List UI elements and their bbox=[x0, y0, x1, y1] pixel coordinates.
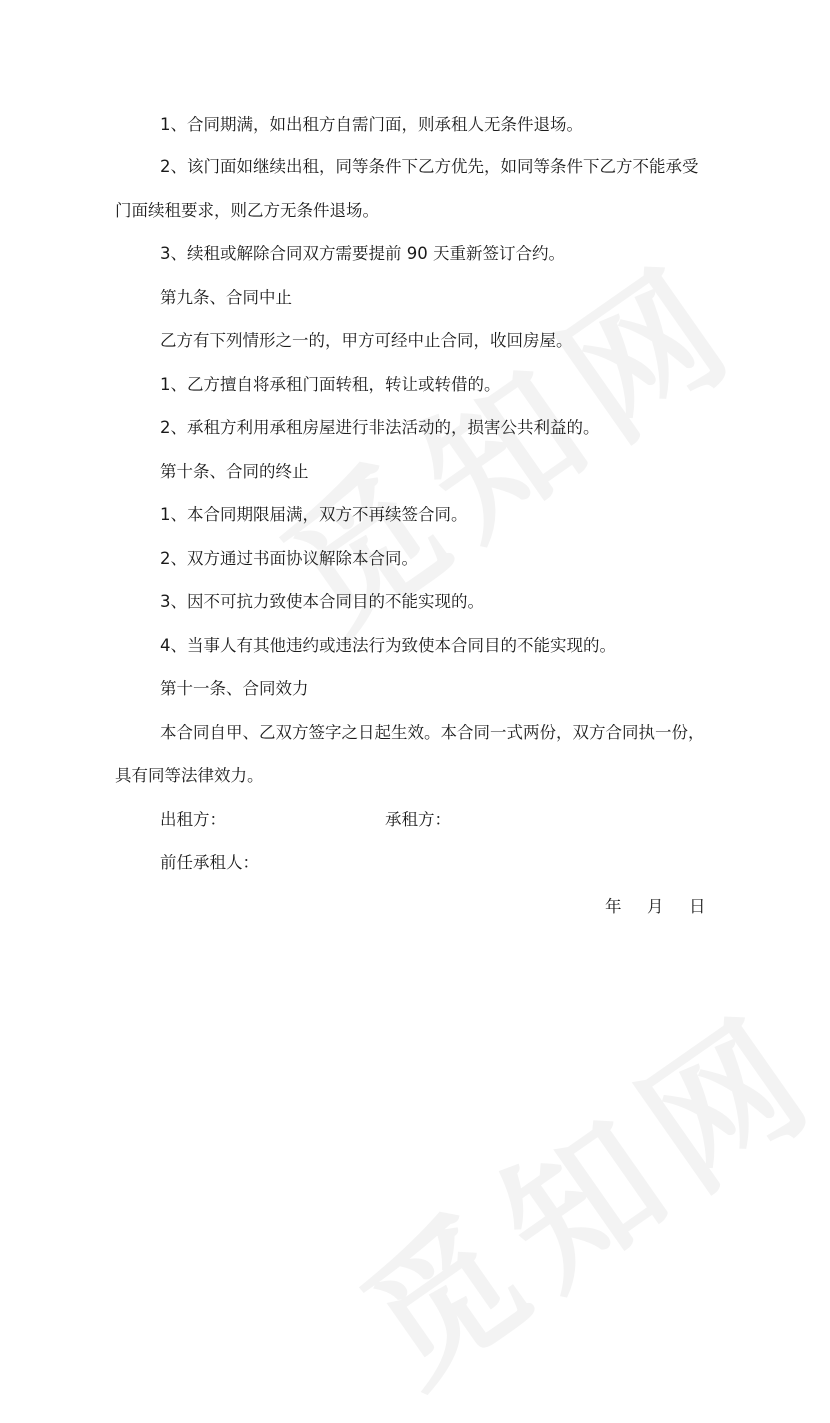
clause-line: 门面续租要求，则乙方无条件退场。 bbox=[115, 201, 379, 220]
clause-line: 4、当事人有其他违约或违法行为致使本合同目的不能实现的。 bbox=[160, 636, 616, 655]
watermark bbox=[314, 953, 830, 1422]
lessee-signature-label: 承租方： bbox=[385, 810, 451, 829]
clause-line: 2、该门面如继续出租，同等条件下乙方优先，如同等条件下乙方不能承受 bbox=[160, 157, 699, 176]
clause-line: 乙方有下列情形之一的，甲方可经中止合同，收回房屋。 bbox=[160, 331, 573, 350]
date-month: 月 bbox=[647, 897, 664, 916]
section-heading: 第十一条、合同效力 bbox=[160, 679, 309, 698]
clause-line: 3、因不可抗力致使本合同目的不能实现的。 bbox=[160, 592, 484, 611]
clause-line: 2、承租方利用承租房屋进行非法活动的，损害公共利益的。 bbox=[160, 418, 600, 437]
former-lessee-signature-label: 前任承租人： bbox=[160, 853, 259, 872]
clause-line: 3、续租或解除合同双方需要提前 90 天重新签订合约。 bbox=[160, 244, 565, 263]
section-heading: 第十条、合同的终止 bbox=[160, 462, 309, 481]
date-day: 日 bbox=[689, 897, 706, 916]
section-heading: 第九条、合同中止 bbox=[160, 288, 292, 307]
clause-line: 本合同自甲、乙双方签字之日起生效。本合同一式两份，双方合同执一份， bbox=[160, 723, 705, 742]
clause-line: 具有同等法律效力。 bbox=[115, 766, 264, 785]
lessor-signature-label: 出租方： bbox=[160, 810, 226, 829]
clause-line: 1、本合同期限届满，双方不再续签合同。 bbox=[160, 505, 468, 524]
clause-line: 1、乙方擅自将承租门面转租，转让或转借的。 bbox=[160, 375, 501, 394]
clause-line: 1、合同期满，如出租方自需门面，则承租人无条件退场。 bbox=[160, 115, 583, 134]
clause-line: 2、双方通过书面协议解除本合同。 bbox=[160, 549, 418, 568]
date-year: 年 bbox=[605, 897, 622, 916]
